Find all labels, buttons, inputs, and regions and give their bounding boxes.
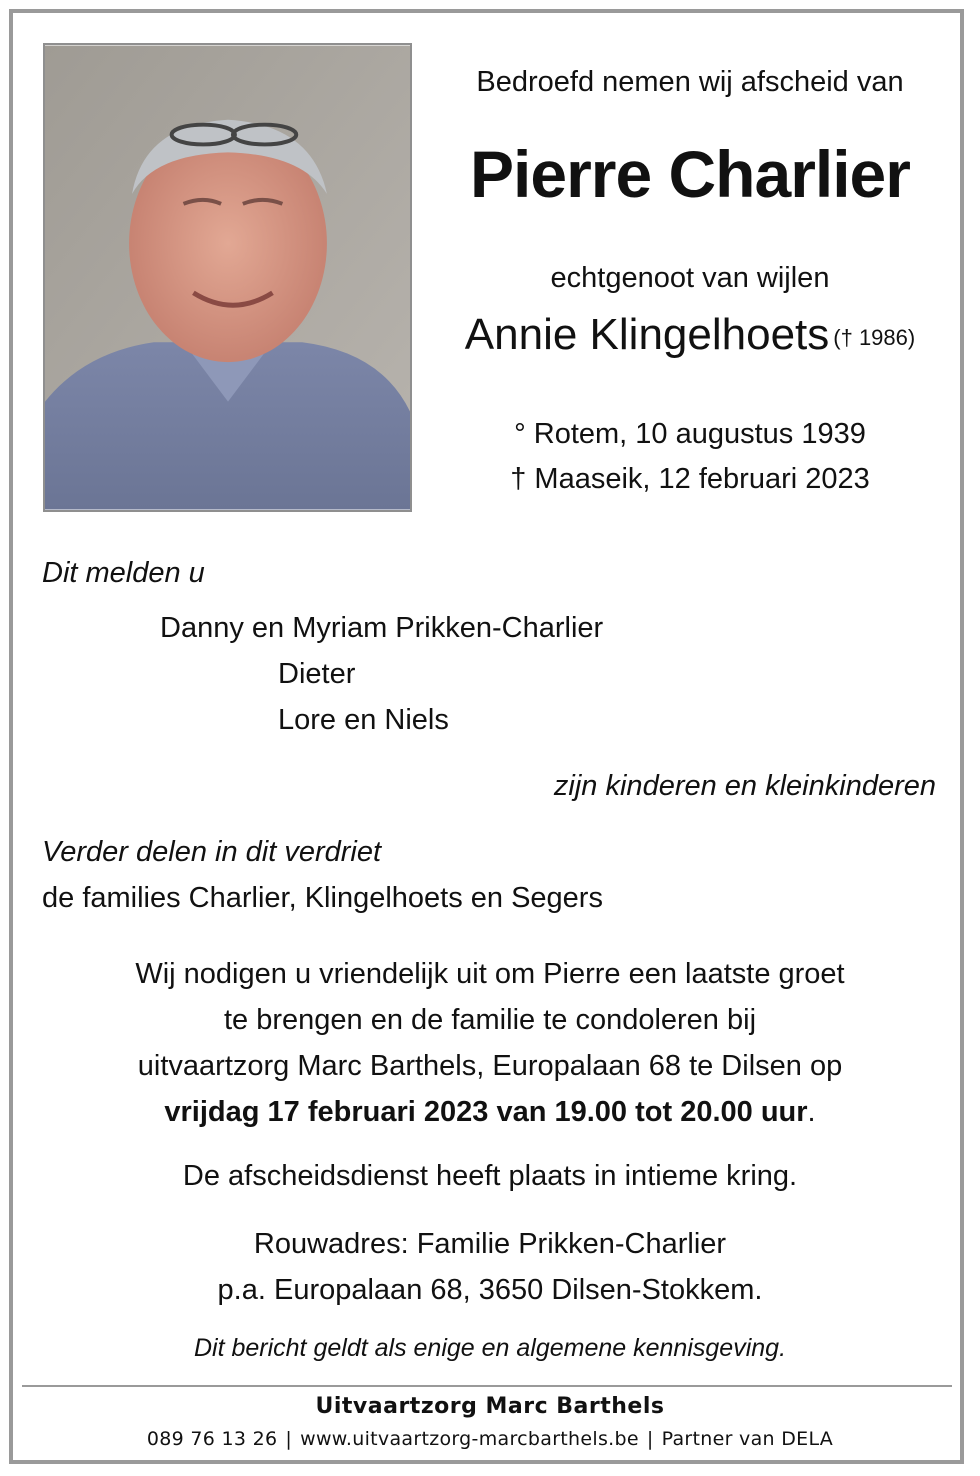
spouse-line [430, 310, 950, 360]
invitation-line-1: Wij nodigen u vriendelijk uit om Pierre een laatste groet [135, 958, 845, 990]
birth-line: ° Rotem, 10 augustus 1939 [514, 418, 866, 450]
portrait-image [45, 45, 410, 510]
spouse-death-year: († 1986) [833, 325, 916, 350]
grandchild-line: Dieter [278, 658, 356, 690]
family-relation: zijn kinderen en kleinkinderen [553, 770, 936, 802]
visitation-datetime-text: vrijdag 17 februari 2023 van 19.00 tot 20.00 uur [164, 1096, 808, 1128]
footer-website[interactable]: www.uitvaartzorg-marcbarthels.be [300, 1428, 639, 1450]
further-families: de families Charlier, Klingelhoets en Segers [42, 882, 603, 914]
deceased-name: Pierre Charlier [470, 137, 910, 211]
footer-separator: | [646, 1428, 654, 1450]
footer-separator: | [285, 1428, 293, 1450]
footer-phone[interactable]: 089 76 13 26 [146, 1428, 278, 1450]
family-intro: Dit melden u [42, 557, 205, 589]
footer-partner: Partner van DELA [661, 1428, 834, 1450]
footer-company: Uitvaartzorg Marc Barthels [315, 1394, 665, 1419]
spouse-name: Annie Klingelhoets [464, 310, 830, 359]
invitation-line-2: te brengen en de familie te condoleren bij [223, 1004, 757, 1036]
portrait-photo [43, 43, 412, 512]
visitation-period: . [807, 1096, 816, 1128]
spouse-relation: echtgenoot van wijlen [550, 262, 830, 294]
children-line: Danny en Myriam Prikken-Charlier [160, 612, 604, 644]
further-intro: Verder delen in dit verdriet [42, 836, 382, 868]
footer-contact [0, 1428, 980, 1450]
mourning-address-line-1: Rouwadres: Familie Prikken-Charlier [253, 1228, 727, 1260]
mourning-address-line-2: p.a. Europalaan 68, 3650 Dilsen-Stokkem. [217, 1274, 763, 1306]
visitation-datetime [0, 1096, 980, 1129]
grandchild-line: Lore en Niels [278, 704, 449, 736]
footer-divider [22, 1385, 952, 1387]
intro-text: Bedroefd nemen wij afscheid van [476, 66, 904, 98]
death-line: † Maaseik, 12 februari 2023 [510, 463, 870, 495]
notice-text: Dit bericht geldt als enige en algemene kennisgeving. [193, 1334, 787, 1362]
ceremony-text: De afscheidsdienst heeft plaats in intieme kring. [182, 1160, 798, 1192]
invitation-line-3: uitvaartzorg Marc Barthels, Europalaan 68 te Dilsen op [137, 1050, 843, 1082]
